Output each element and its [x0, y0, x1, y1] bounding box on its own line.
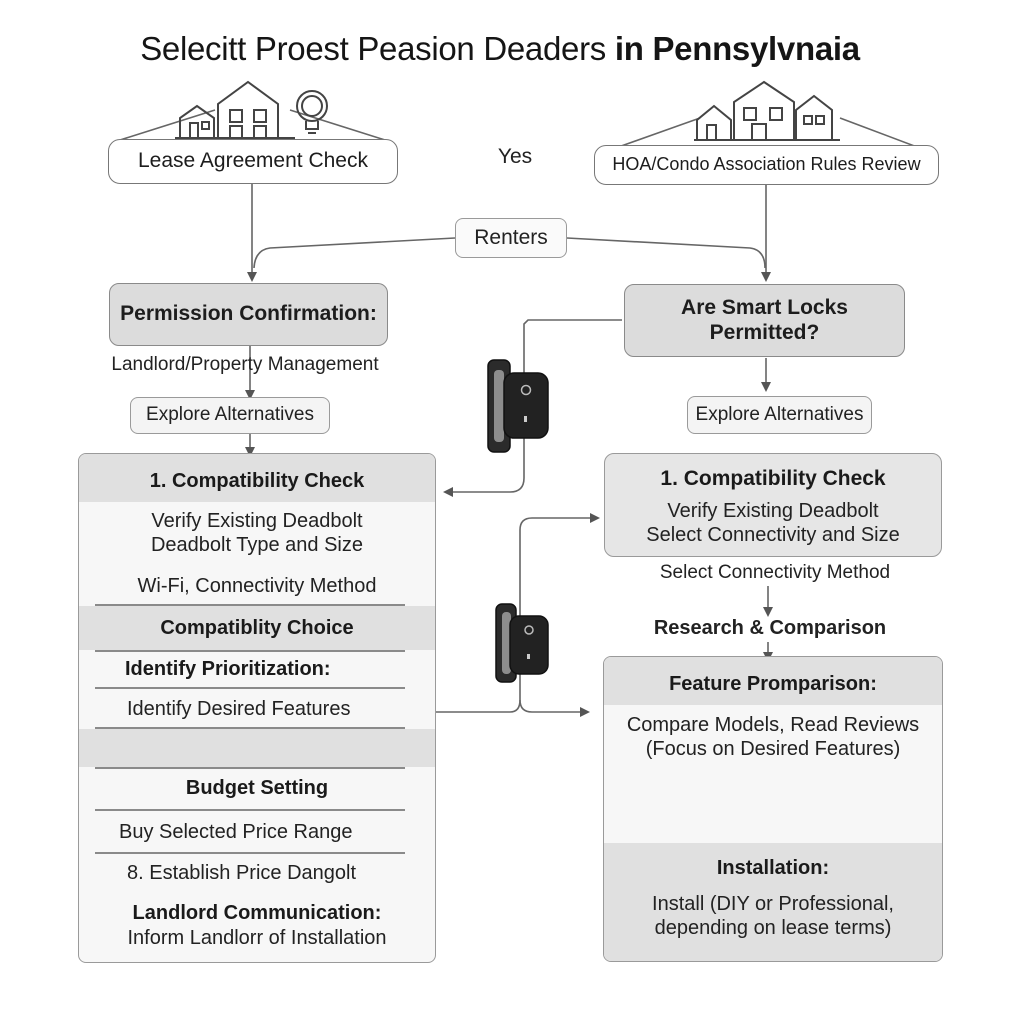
right-compat-box: [604, 453, 942, 557]
research-comparison-label: [620, 614, 920, 644]
houses-icon: [692, 78, 842, 142]
smart-locks-permitted-box: [624, 284, 905, 357]
permitted-line2: Permitted?: [709, 320, 820, 344]
right-compat-line1: Verify Existing Deadbolt: [667, 500, 879, 522]
divider: [95, 809, 405, 811]
desired-features-label: Identify Desired Features: [127, 698, 351, 720]
left-compat-line2: Deadbolt Type and Size: [150, 534, 363, 556]
explore-alternatives-right-label: Explore Alternatives: [695, 403, 864, 425]
divider: [95, 767, 405, 769]
divider: [95, 687, 405, 689]
research-comparison-text: Research & Comparison: [653, 617, 887, 640]
install-line1: Install (DIY or Professional,: [652, 893, 894, 915]
budget-setting-label: Budget Setting: [185, 777, 329, 799]
feature-comparison-panel: [603, 656, 943, 962]
lease-agreement-label: Lease Agreement Check: [138, 149, 368, 173]
landlord-note-text: Landlord/Property Management: [111, 353, 379, 375]
renters-box: [455, 218, 567, 258]
lightbulb-icon: [292, 88, 332, 138]
renters-label: Renters: [474, 225, 548, 249]
right-compat-line2: Select Connectivity and Size: [646, 524, 900, 546]
install-line2: depending on lease terms): [654, 917, 892, 939]
smart-lock-icon: [486, 358, 550, 456]
lease-agreement-box: [108, 139, 398, 184]
prioritization-label: Identify Prioritization:: [125, 658, 331, 680]
yes-label: [480, 142, 550, 172]
empty-band: [79, 729, 435, 767]
landlord-note: [95, 352, 395, 378]
explore-alternatives-left-label: Explore Alternatives: [146, 404, 314, 426]
focus-features-line: (Focus on Desired Features): [645, 738, 901, 760]
compare-models-line: Compare Models, Read Reviews: [626, 714, 920, 736]
price-range-label: Buy Selected Price Range: [119, 821, 353, 843]
hoa-rules-label: HOA/Condo Association Rules Review: [612, 154, 921, 175]
left-compat-line3: Wi‑Fi, Connectivity Method: [137, 575, 377, 597]
houses-icon: [170, 78, 300, 140]
establish-price-label: 8. Establish Price Dangolt: [127, 862, 357, 884]
permitted-line1: Are Smart Locks: [681, 295, 848, 319]
left-process-panel: [78, 453, 436, 963]
smart-lock-icon: [494, 602, 550, 684]
connectivity-note-text: Select Connectivity Method: [659, 561, 891, 583]
explore-alternatives-left: [130, 397, 330, 434]
left-compat-line1: Verify Existing Deadbolt: [151, 510, 363, 532]
yes-text: Yes: [497, 144, 533, 168]
permission-confirmation-label: Permission Confirmation:: [120, 302, 377, 326]
installation-header: Installation:: [716, 857, 830, 879]
permission-confirmation-box: [109, 283, 388, 346]
connectivity-note: [630, 560, 920, 586]
compat-choice-label: Compatiblity Choice: [160, 617, 354, 639]
divider: [95, 650, 405, 652]
explore-alternatives-right: [687, 396, 872, 434]
left-compat-header: 1. Compatibility Check: [149, 470, 365, 492]
hoa-rules-box: [594, 145, 939, 185]
inform-landlord-label: Inform Landlorr of Installation: [127, 927, 387, 949]
feature-comparison-header: Feature Promparison:: [669, 673, 877, 695]
title-prefix: Selecitt Proest Peasion Deaders: [140, 30, 606, 67]
landlord-communication-label: Landlord Communication:: [132, 902, 382, 924]
divider: [95, 852, 405, 854]
right-compat-header: 1. Compatibility Check: [660, 467, 886, 490]
title-suffix: in Pennsylvnaia: [614, 30, 860, 67]
